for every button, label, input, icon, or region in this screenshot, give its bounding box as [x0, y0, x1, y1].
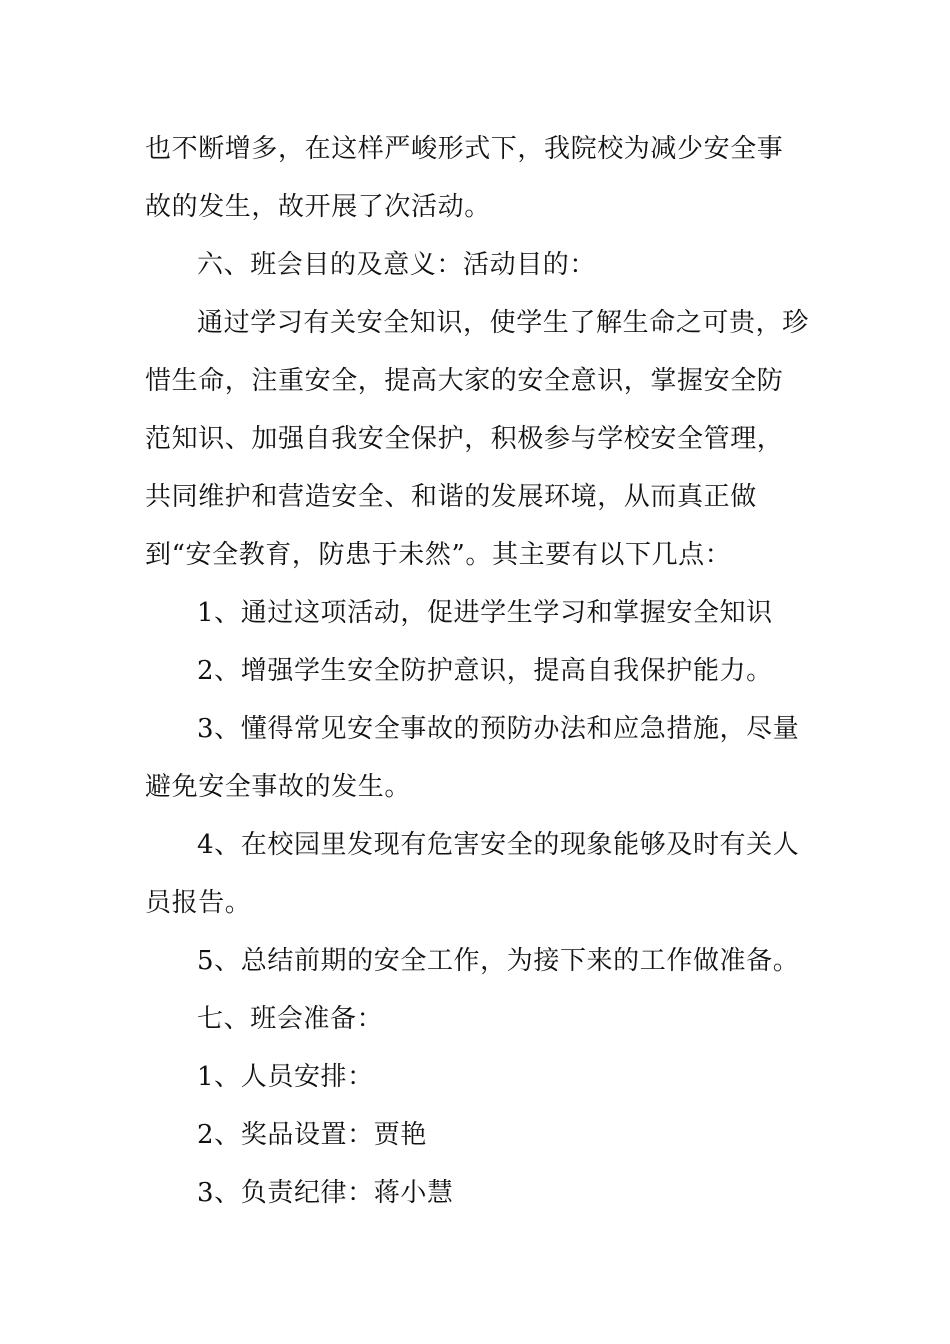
list-item-2: 2、增强学生安全防护意识，提高自我保护能力。	[197, 656, 773, 686]
prep-item-prizes: 2、奖品设置：贾艳	[197, 1120, 427, 1150]
list-item-4: 4、在校园里发现有危害安全的现象能够及时有关人员报告。	[145, 830, 800, 918]
section-heading-purpose: 六、班会目的及意义：活动目的：	[197, 250, 597, 280]
prep-item-discipline: 3、负责纪律：蒋小慧	[197, 1178, 454, 1208]
paragraph-continuation: 也不断增多，在这样严峻形式下，我院校为减少安全事故的发生，故开展了次活动。	[145, 134, 784, 222]
prep-item-staff: 1、人员安排：	[197, 1062, 374, 1092]
list-item-5: 5、总结前期的安全工作，为接下来的工作做准备。	[197, 946, 800, 976]
list-item-1: 1、通过这项活动，促进学生学习和掌握安全知识	[197, 598, 773, 628]
list-item-3: 3、懂得常见安全事故的预防办法和应急措施，尽量避免安全事故的发生。	[145, 714, 800, 802]
paragraph-purpose-body: 通过学习有关安全知识，使学生了解生命之可贵，珍惜生命，注重安全，提高大家的安全意识，掌握安全防范知识、加强自我安全保护，积极参与学校安全管理，共同维护和营造安全、和谐的发展环境，从而真正做到“安全教育，防患于未然”。其主要有以下几点：	[145, 308, 809, 570]
document-body	[145, 120, 809, 1222]
section-heading-preparation: 七、班会准备：	[197, 1004, 384, 1034]
